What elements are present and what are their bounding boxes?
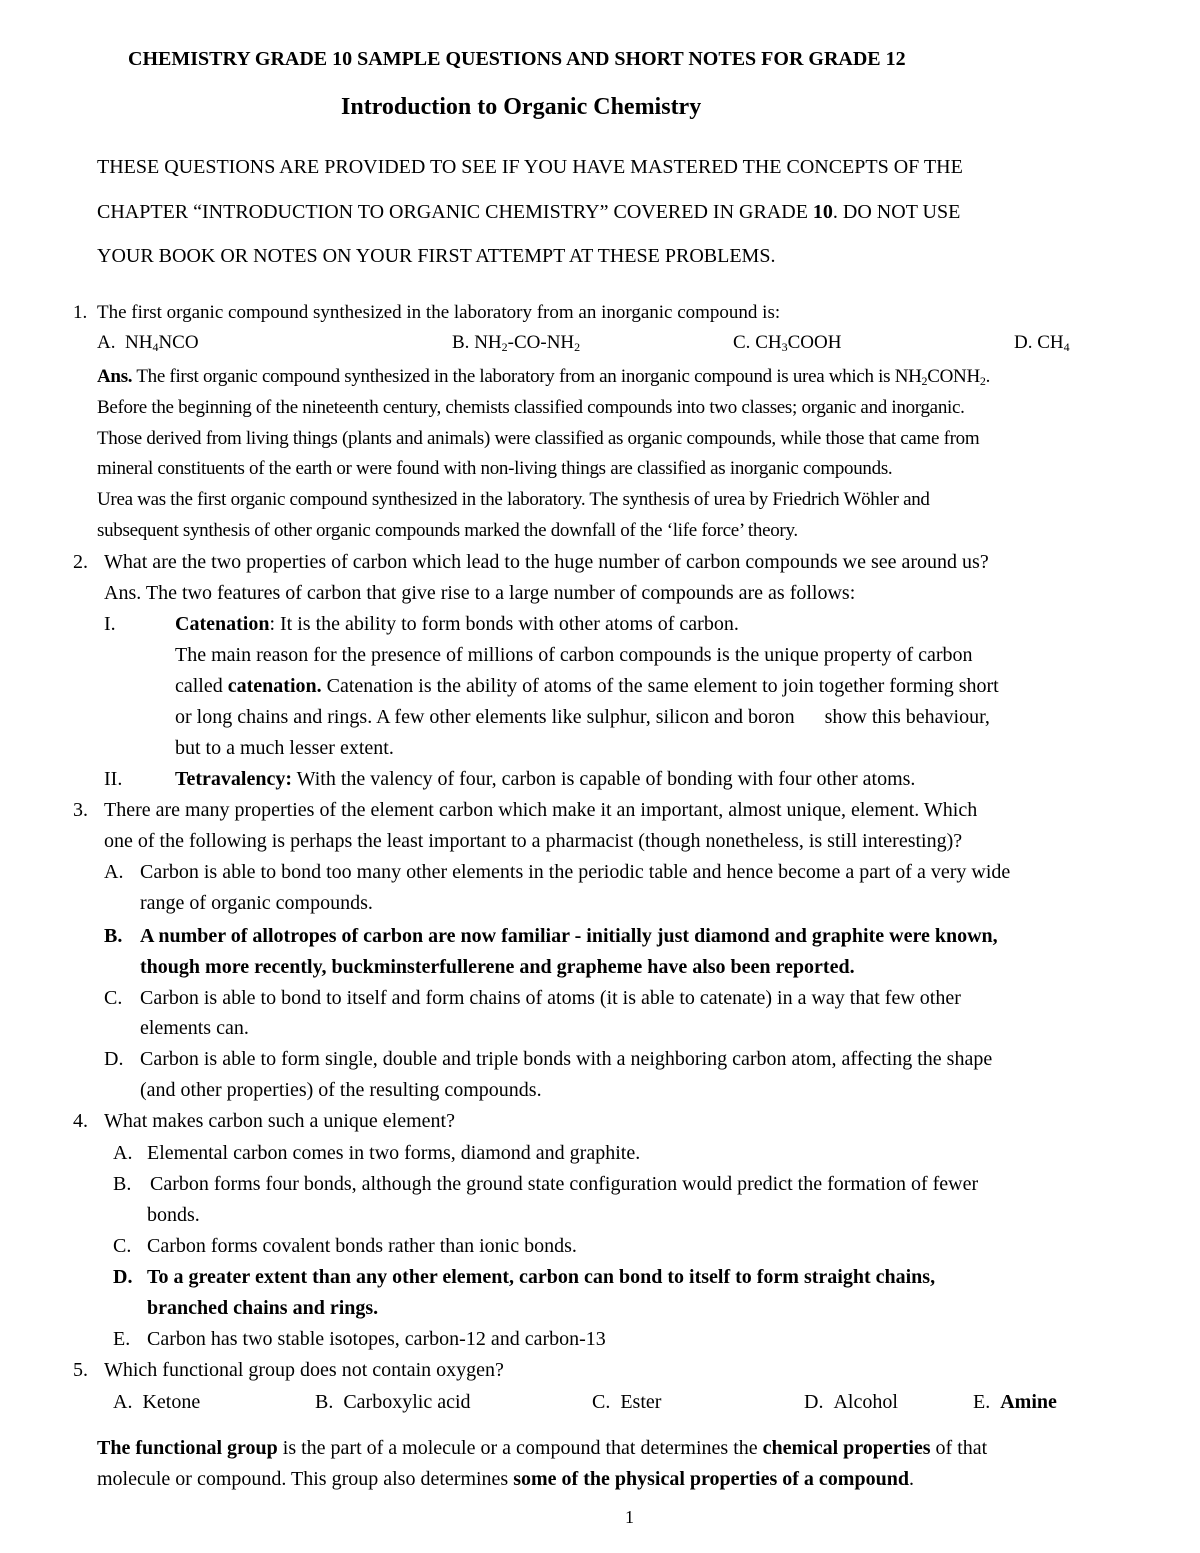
chapter-title: Introduction to Organic Chemistry: [341, 94, 702, 120]
option-label: E.: [113, 1328, 131, 1350]
q4-option-d-correct: branched chains and rings.: [147, 1297, 379, 1319]
q3-option-a: Carbon is able to bond too many other elements in the periodic table and hence become a part of a very wide: [140, 861, 1011, 883]
q1-option-a: A. $NH_4NCO$: [97, 332, 199, 354]
question-number: 4.: [73, 1110, 88, 1132]
q3-option-a: range of organic compounds.: [140, 892, 373, 914]
option-label: C.: [113, 1235, 132, 1257]
q3-option-c: Carbon is able to bond to itself and form chains of atoms (it is able to catenate) in a way that few other: [140, 987, 961, 1009]
option-label: D.: [113, 1266, 133, 1288]
option-label: A.: [113, 1142, 133, 1164]
q4-option-e: Carbon has two stable isotopes, carbon-12 and carbon-13: [147, 1328, 606, 1350]
q2-text-line: but to a much lesser extent.: [175, 737, 394, 759]
option-label: C.: [104, 987, 123, 1009]
q1-explanation-line: Before the beginning of the nineteenth century, chemists classified compounds into two classes; organic and inorganic.: [97, 397, 965, 418]
intro-line-1: THESE QUESTIONS ARE PROVIDED TO SEE IF YOU HAVE MASTERED THE CONCEPTS OF THE: [97, 156, 963, 178]
question-number: 5.: [73, 1359, 88, 1381]
q2-text-line: called catenation. Catenation is the ability of atoms of the same element to join together forming short: [175, 675, 999, 697]
question-2-text: What are the two properties of carbon which lead to the huge number of carbon compounds we see around us?: [104, 551, 989, 573]
functional-group-note: The functional group is the part of a molecule or a compound that determines the chemical properties of that: [97, 1437, 988, 1459]
q1-option-b: B. $NH_2-CO-NH_2$: [452, 332, 581, 354]
q4-option-b: Carbon forms four bonds, although the ground state configuration would predict the formation of fewer: [150, 1173, 979, 1195]
question-5-text: Which functional group does not contain oxygen?: [104, 1359, 504, 1381]
q1-option-c: C. $CH_3COOH$: [733, 332, 842, 354]
q3-option-b-correct: A number of allotropes of carbon are now familiar - initially just diamond and graphite were known,: [140, 925, 998, 947]
q3-option-b-correct: though more recently, buckminsterfullerene and grapheme have also been reported.: [140, 956, 855, 978]
q3-option-d: (and other properties) of the resulting compounds.: [140, 1079, 542, 1101]
q1-answer: Ans. The first organic compound synthesized in the laboratory from an inorganic compound is urea which is $NH_2CONH_2$.: [97, 366, 991, 388]
q2-text-line: The main reason for the presence of millions of carbon compounds is the unique property of carbon: [175, 644, 973, 666]
q5-option-a: A. Ketone: [113, 1391, 201, 1413]
q5-option-d: D. Alcohol: [804, 1391, 898, 1413]
q4-option-c: Carbon forms covalent bonds rather than ionic bonds.: [147, 1235, 577, 1257]
question-4-text: What makes carbon such a unique element?: [104, 1110, 455, 1132]
q4-option-b: bonds.: [147, 1204, 200, 1226]
q2-item-number: I.: [104, 613, 116, 635]
intro-line-3: YOUR BOOK OR NOTES ON YOUR FIRST ATTEMPT AT THESE PROBLEMS.: [97, 245, 776, 267]
intro-line-2: CHAPTER “INTRODUCTION TO ORGANIC CHEMISTRY” COVERED IN GRADE 10. DO NOT USE: [97, 201, 961, 223]
q1-explanation-line: Those derived from living things (plants and animals) were classified as organic compounds, while those that came from: [97, 428, 980, 449]
functional-group-note: molecule or compound. This group also determines some of the physical properties of a compound.: [97, 1468, 914, 1490]
q5-option-e-correct: E. Amine: [973, 1391, 1057, 1413]
q2-item-tetravalency: Tetravalency: With the valency of four, carbon is capable of bonding with four other atoms.: [175, 768, 916, 790]
question-1-text: The first organic compound synthesized in the laboratory from an inorganic compound is:: [97, 302, 781, 323]
option-label: B.: [104, 925, 123, 947]
q1-explanation-line: subsequent synthesis of other organic compounds marked the downfall of the ‘life force’ theory.: [97, 520, 798, 541]
question-number: 1.: [73, 302, 88, 323]
q3-option-d: Carbon is able to form single, double and triple bonds with a neighboring carbon atom, affecting the shape: [140, 1048, 993, 1070]
option-label: B.: [113, 1173, 132, 1195]
q2-item-number: II.: [104, 768, 123, 790]
q4-option-d-correct: To a greater extent than any other element, carbon can bond to itself to form straight chains,: [147, 1266, 936, 1288]
question-number: 3.: [73, 799, 88, 821]
q1-option-d: D. $CH_4$: [1014, 332, 1070, 354]
option-label: D.: [104, 1048, 124, 1070]
q1-explanation-line: mineral constituents of the earth or were found with non-living things are classified as inorganic compounds.: [97, 458, 893, 479]
q5-option-b: B. Carboxylic acid: [315, 1391, 471, 1413]
question-3-text: one of the following is perhaps the least important to a pharmacist (though nonetheless, is still interesting)?: [104, 830, 963, 852]
q5-option-c: C. Ester: [592, 1391, 662, 1413]
q4-option-a: Elemental carbon comes in two forms, diamond and graphite.: [147, 1142, 641, 1164]
q2-answer: Ans. The two features of carbon that give rise to a large number of compounds are as follows:: [104, 582, 856, 604]
question-number: 2.: [73, 551, 88, 573]
option-label: A.: [104, 861, 124, 883]
q3-option-c: elements can.: [140, 1017, 249, 1039]
document-title: CHEMISTRY GRADE 10 SAMPLE QUESTIONS AND SHORT NOTES FOR GRADE 12: [128, 48, 906, 70]
question-3-text: There are many properties of the element carbon which make it an important, almost unique, element. Which: [104, 799, 978, 821]
q2-text-line: or long chains and rings. A few other elements like sulphur, silicon and boron show this behaviour,: [175, 706, 990, 728]
q1-explanation-line: Urea was the first organic compound synthesized in the laboratory. The synthesis of urea by Friedrich Wöhler and: [97, 489, 930, 510]
q2-item-catenation: Catenation: It is the ability to form bonds with other atoms of carbon.: [175, 613, 739, 635]
page-number: 1: [625, 1507, 634, 1527]
